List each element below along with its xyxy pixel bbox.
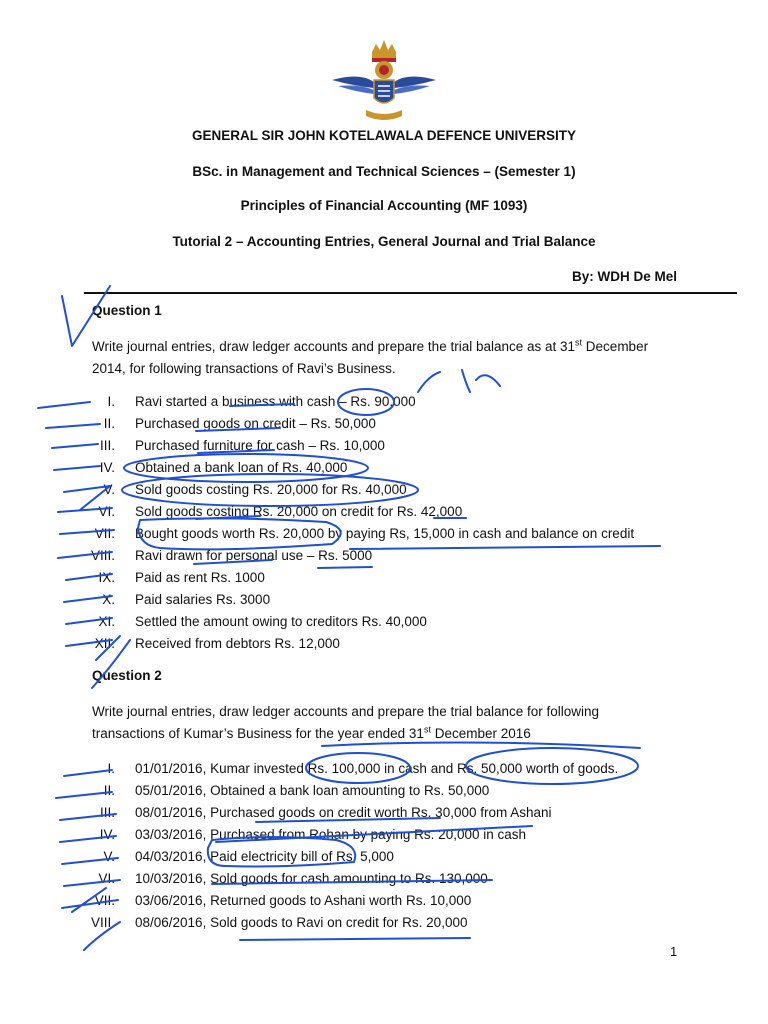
tutorial-title: Tutorial 2 – Accounting Entries, General Journal and Trial Balance <box>172 234 596 249</box>
q2-item-number: V. <box>103 849 115 864</box>
q1-item <box>60 523 634 545</box>
question-1-intro <box>92 336 692 380</box>
q1-item <box>60 457 347 479</box>
q2-item-number: IV. <box>99 827 115 842</box>
question-2-intro-c: December 2016 <box>430 726 531 741</box>
q1-item-number: VIII. <box>90 548 115 563</box>
q1-item-number: I. <box>107 394 115 409</box>
q1-item <box>60 435 385 457</box>
q1-item-number: XII. <box>94 636 115 651</box>
q1-item-text: Paid salaries Rs. 3000 <box>135 592 271 607</box>
q1-item-number: X. <box>102 592 115 607</box>
q1-item <box>60 501 462 523</box>
q2-item <box>60 824 526 846</box>
q1-item <box>60 567 265 589</box>
q1-item-number: III. <box>99 438 115 453</box>
question-1-title: Question 1 <box>92 303 162 318</box>
q1-item-number: IX. <box>98 570 115 585</box>
q2-item <box>60 890 471 912</box>
q1-item-text: Paid as rent Rs. 1000 <box>135 570 265 585</box>
q2-item-number: III. <box>99 805 115 820</box>
course-title: Principles of Financial Accounting (MF 1093) <box>240 198 528 213</box>
q1-item-number: VI. <box>98 504 115 519</box>
q2-item-text: 03/06/2016, Returned goods to Ashani worth Rs. 10,000 <box>135 893 472 908</box>
q1-item <box>60 391 416 413</box>
question-1-intro-sup: st <box>575 337 583 348</box>
question-1-intro-a: Write journal entries, draw ledger accounts and prepare the trial balance as at 31 <box>92 339 576 354</box>
q1-item <box>60 633 340 655</box>
question-2-intro-b: transactions of Kumar’s Business for the year ended 31 <box>92 726 424 741</box>
question-2-intro-a: Write journal entries, draw ledger accounts and prepare the trial balance for following <box>92 704 600 719</box>
q2-item-number: VIII. <box>90 915 115 930</box>
header-divider <box>84 292 737 294</box>
q2-item-text: 01/01/2016, Kumar invested Rs. 100,000 in cash and Rs. 50,000 worth of goods. <box>135 761 619 776</box>
q1-item <box>60 545 372 567</box>
q2-item-number: II. <box>103 783 115 798</box>
q1-item-text: Ravi drawn for personal use – Rs. 5000 <box>135 548 373 563</box>
q1-item-text: Sold goods costing Rs. 20,000 for Rs. 40,000 <box>135 482 407 497</box>
q2-item <box>60 802 552 824</box>
q2-item-number: VI. <box>98 871 115 886</box>
q2-item <box>60 868 488 890</box>
q1-item <box>60 589 270 611</box>
university-name: GENERAL SIR JOHN KOTELAWALA DEFENCE UNIVERSITY <box>191 128 577 143</box>
q2-item-number: VII. <box>94 893 115 908</box>
q2-item-text: 10/03/2016, Sold goods for cash amounting to Rs. 130,000 <box>135 871 488 886</box>
question-2-intro-sup: st <box>423 724 431 735</box>
q1-item-number: V. <box>103 482 115 497</box>
q1-item-text: Sold goods costing Rs. 20,000 on credit for Rs. 42,000 <box>135 504 463 519</box>
q2-item-text: 05/01/2016, Obtained a bank loan amounting to Rs. 50,000 <box>135 783 490 798</box>
q2-item-text: 08/06/2016, Sold goods to Ravi on credit for Rs. 20,000 <box>135 915 468 930</box>
q1-item-number: IV. <box>99 460 115 475</box>
question-2-title: Question 2 <box>92 668 162 683</box>
question-2-intro <box>92 701 692 745</box>
q1-item-text: Settled the amount owing to creditors Rs. 40,000 <box>135 614 427 629</box>
q1-item <box>60 479 407 501</box>
q1-item-text: Purchased furniture for cash – Rs. 10,000 <box>135 438 385 453</box>
university-crest-icon <box>330 36 438 124</box>
q1-item-number: XI. <box>98 614 115 629</box>
q2-item-number: I. <box>107 761 115 776</box>
q2-item <box>60 846 394 868</box>
q2-item <box>60 912 467 934</box>
q1-item <box>60 611 427 633</box>
q1-item-number: II. <box>103 416 115 431</box>
program-title: BSc. in Management and Technical Sciences – (Semester 1) <box>192 164 576 179</box>
q1-item-text: Bought goods worth Rs. 20,000 by paying Rs, 15,000 in cash and balance on credit <box>135 526 635 541</box>
q2-item <box>60 758 618 780</box>
q1-item <box>60 413 376 435</box>
q1-item-text: Purchased goods on credit – Rs. 50,000 <box>135 416 376 431</box>
q1-item-number: VII. <box>94 526 115 541</box>
q2-item-text: 08/01/2016, Purchased goods on credit worth Rs. 30,000 from Ashani <box>135 805 552 820</box>
author-line: By: WDH De Mel <box>571 269 677 284</box>
q1-item-text: Ravi started a business with cash – Rs. 90,000 <box>135 394 416 409</box>
q1-item-text: Received from debtors Rs. 12,000 <box>135 636 340 651</box>
q2-item-text: 04/03/2016, Paid electricity bill of Rs. 5,000 <box>135 849 394 864</box>
page-number: 1 <box>670 944 678 959</box>
question-1-intro-c: 2014, for following transactions of Ravi’s Business. <box>92 361 396 376</box>
q1-item-text: Obtained a bank loan of Rs. 40,000 <box>135 460 348 475</box>
q2-item-text: 03/03/2016, Purchased from Rohan by paying Rs. 20,000 in cash <box>135 827 526 842</box>
q2-item <box>60 780 489 802</box>
question-1-intro-b: December <box>582 339 649 354</box>
